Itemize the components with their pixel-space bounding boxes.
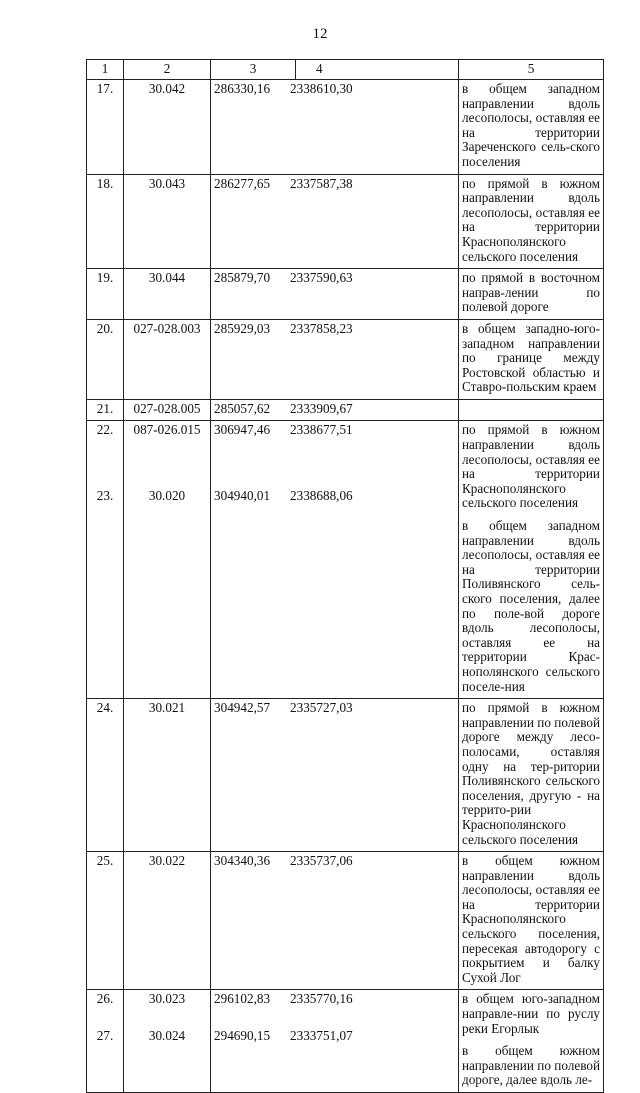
coordinate-y: 2333909,67 <box>290 400 353 416</box>
coordinates-cell <box>211 852 459 990</box>
point-code: 30.023 <box>148 991 186 1007</box>
coordinate-y: 2335770,16 <box>290 991 353 1007</box>
row-number: 24. <box>87 699 124 852</box>
table-row <box>87 399 604 421</box>
coordinate-x: 285057,62 <box>214 400 271 416</box>
route-description: в общем южном направлении вдоль лесополосы, оставляя ее на территории Краснополянского сельского поселения, пересекая автодорогу с покрытием и балку Сухой Лог <box>459 852 604 990</box>
point-code-group <box>124 990 211 1093</box>
coordinates-cell <box>214 992 455 1007</box>
coordinate-x: 285929,03 <box>214 320 271 336</box>
column-header: 3 <box>211 60 296 80</box>
point-code: 30.042 <box>124 80 211 175</box>
boundary-description-table <box>86 59 604 1093</box>
coordinate-y: 2338677,51 <box>290 422 353 438</box>
coordinate-x: 304340,36 <box>214 853 271 869</box>
table-row-group <box>87 990 604 1093</box>
coordinate-y: 2337590,63 <box>290 270 353 286</box>
coordinates-cell <box>214 489 455 504</box>
route-description: в общем западном направлении вдоль лесополосы, оставляя ее на территории Поливянского сель-ского поселения, далее по поле-вой дороге вдоль лесополосы, оставляя ее на территории Крас-нополянского сельского поселе-ния <box>462 518 600 694</box>
coordinate-y: 2335737,06 <box>290 853 353 869</box>
coordinates-cell <box>211 399 459 421</box>
column-header-label: 4 <box>316 61 323 76</box>
point-code: 087-026.015 <box>133 422 201 438</box>
coordinate-x: 304940,01 <box>214 488 271 504</box>
coordinate-x: 286330,16 <box>214 81 271 96</box>
route-description: по прямой в южном направлении вдоль лесополосы, оставляя ее на территории Краснополянского сельского поселения <box>459 174 604 269</box>
coordinate-x: 306947,46 <box>214 422 271 438</box>
table-row <box>87 269 604 320</box>
row-number: 19. <box>87 269 124 320</box>
coordinates-cell <box>211 80 459 175</box>
route-description: по прямой в восточном направ-лении по полевой дороге <box>459 269 604 320</box>
coordinates-group <box>211 990 459 1093</box>
coordinate-y: 2337858,23 <box>290 320 353 336</box>
column-header: 1 <box>87 60 124 80</box>
coordinate-x: 286277,65 <box>214 175 271 191</box>
table-row <box>87 174 604 269</box>
route-description: по прямой в южном направлении по полевой дороге между лесо-полосами, оставляя одну на тер-ритории Поливянского сельского поселения, другую - на террито-рии Краснополянского сельского поселения <box>459 699 604 852</box>
coordinates-cell <box>211 699 459 852</box>
table-row <box>87 852 604 990</box>
column-header: 2 <box>124 60 211 80</box>
coordinates-cell <box>211 319 459 399</box>
table-row <box>87 699 604 852</box>
route-description: в общем западном направлении вдоль лесополосы, оставляя ее на территории Зареченского сель-ского поселения <box>459 80 604 175</box>
table-header-row <box>87 60 604 80</box>
table-row-group <box>87 421 604 699</box>
coordinate-x: 304942,57 <box>214 700 271 716</box>
point-code: 30.022 <box>124 852 211 990</box>
coordinates-cell <box>214 423 455 438</box>
route-description: по прямой в южном направлении вдоль лесополосы, оставляя ее на территории Краснополянского сельского поселения <box>462 422 600 511</box>
point-code: 027-028.003 <box>124 319 211 399</box>
coordinates-group <box>211 421 459 699</box>
route-description: в общем западно-юго-западном направлении по границе между Ростовской областью и Ставро-польским краем <box>459 319 604 399</box>
point-code: 30.020 <box>148 488 186 504</box>
coordinate-y: 2333751,07 <box>290 1028 353 1044</box>
point-code: 30.044 <box>124 269 211 320</box>
point-code: 30.021 <box>124 699 211 852</box>
row-number: 21. <box>87 399 124 421</box>
row-number-group <box>87 421 124 699</box>
row-number: 22. <box>96 422 114 438</box>
point-code: 30.024 <box>148 1028 186 1044</box>
coordinate-x: 294690,15 <box>214 1028 271 1044</box>
page-number: 12 <box>312 26 328 42</box>
coordinates-cell <box>211 269 459 320</box>
table-row <box>87 319 604 399</box>
point-code-group <box>124 421 211 699</box>
column-header: 5 <box>459 60 604 80</box>
row-number: 18. <box>87 174 124 269</box>
route-description-group <box>459 421 604 699</box>
point-code: 30.043 <box>124 174 211 269</box>
coordinates-cell <box>214 1029 455 1044</box>
route-description <box>459 399 604 421</box>
coordinates-cell <box>211 174 459 269</box>
row-number: 20. <box>87 319 124 399</box>
row-number-group <box>87 990 124 1093</box>
route-description-group <box>459 990 604 1093</box>
row-number: 23. <box>96 488 114 504</box>
coordinate-y: 2335727,03 <box>290 700 353 716</box>
row-number: 27. <box>96 1028 114 1044</box>
route-description: в общем южном направлении по полевой дороге, далее вдоль ле- <box>462 1043 600 1088</box>
table-row <box>87 80 604 175</box>
coordinate-x: 296102,83 <box>214 991 271 1007</box>
coordinate-y: 2338688,06 <box>290 488 353 504</box>
coordinate-x: 285879,70 <box>214 270 271 286</box>
row-number: 25. <box>87 852 124 990</box>
column-header <box>296 60 459 80</box>
route-description: в общем юго-западном направле-нии по руслу реки Егорлык <box>462 991 600 1036</box>
point-code: 027-028.005 <box>124 399 211 421</box>
coordinate-y: 2337587,38 <box>290 175 353 191</box>
coordinate-y: 2338610,30 <box>290 81 353 96</box>
row-number: 26. <box>96 991 114 1007</box>
row-number: 17. <box>87 80 124 175</box>
